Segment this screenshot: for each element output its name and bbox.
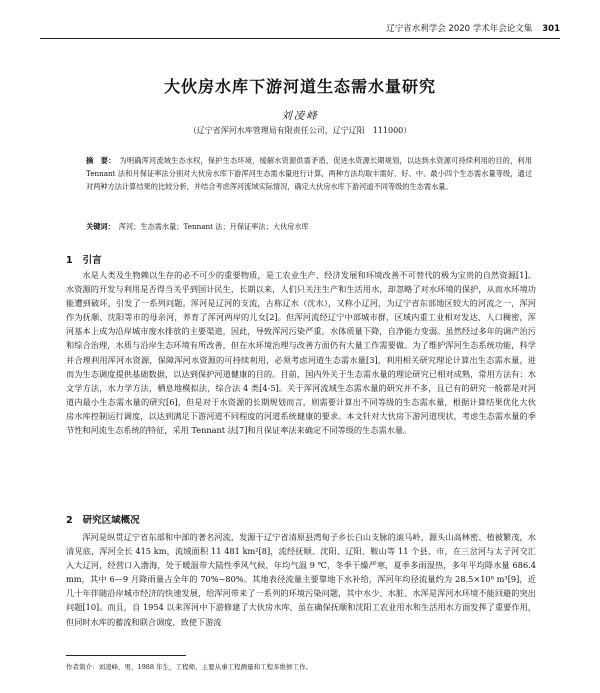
footnote-divider — [66, 655, 186, 656]
section-heading-introduction — [66, 252, 102, 266]
section-title: 研究区域概况 — [82, 515, 140, 526]
keywords — [86, 221, 532, 233]
author-affiliation: （辽宁省浑河水库管理局有限责任公司，辽宁辽阳 111000） — [188, 126, 412, 135]
running-header — [40, 22, 560, 39]
abstract-label: 摘 要： — [86, 156, 116, 165]
author-footnote: 作者简介：刘凌峰，男，1988 年生，工程师，主要从事工程测量和工程多维修工作。 — [66, 663, 313, 671]
abstract-text: 为明确浑河流域生态水权，保护生态环境，缓解水资源供需矛盾，促进水资源长期规划，以达到水资源可持续利用的目的，利用 Tennant 法和月保证率法分别对大伙房水库下游浑河生态需水量进行计算，两种方法均取丰需好、好、中、最小四个生态需水量等级，通过对两种方法计算结果的比较分析，并结合考虑浑河流域实际情况，确定大伙房水库下游河道不同等级的生态需水量。 — [86, 156, 532, 192]
study-area-paragraph: 浑河是纵贯辽宁省东部和中部的著名河流，发源于辽宁省清原县湾甸子乡长白山支脉的滚马岭，源头山高林密、植被繁茂，水清见底，浑河全长 415 km，流域面积 11 481 km²[8]，流经抚顺、沈阳、辽阳、鞍山等 11 个县、市，在三岔河与太子河交汇入大辽河，经营口入渤海，处于暖温带大陆性季风气候，年均气温 9 ℃，冬季干燥严寒，夏季多雨湿热，多年平均降水量 686.4 mm，其中 6—9 月降雨量占全年的 70%~80%。其地表径流量主要靠地下水补给，浑河年均径流量约为 28.5×10⁸ m³[9]，近几十年伴随沿岸城市经济的快速发展，给浑河带来了一系列的环境污染问题，其中水少、水脏、水浑是浑河水环境不能回避的突出问题[10]。而且，自 1954 以来浑河中下游修建了大伙房水库，虽在确保抚顺和沈阳工农业用水和生活用水方面发挥了重要作用，但同时水库的蓄流和联合调度，致使下游流 — [66, 532, 536, 627]
abstract — [86, 154, 532, 194]
section-title: 引言 — [82, 255, 102, 266]
keywords-label: 关键词： — [86, 222, 115, 231]
section-number: 1 — [66, 255, 73, 266]
journal-name: 辽宁省水利学会 2020 学术年会论文集 — [386, 24, 533, 34]
article-author: 刘凌峰 — [281, 110, 319, 122]
section-heading-study-area — [66, 512, 140, 526]
page-number: 301 — [542, 24, 560, 34]
section-number: 2 — [66, 515, 73, 526]
keywords-text: 浑河；生态需水量；Tennant 法；月保证率法；大伙房水库 — [118, 222, 309, 231]
article-title: 大伙房水库下游河道生态需水量研究 — [163, 77, 436, 96]
introduction-paragraph: 水是人类及生物赖以生存的必不可少的重要物质，是工农业生产、经济发展和环境改善不可替代的极为宝贵的自然资源[1]。水资源的开发与利用是否得当关乎到国计民生，长期以来，人们只关注生产和生活用水，却忽略了对水环境的保护，从而水环境功能遭到破坏，引发了一系列问题。浑河是辽河的支流，古称辽水（沈水），又称小辽河，为辽宁省东部地区较大的河流之一，浑河作为抚顺、沈阳等市的母亲河，养育了浑河两岸的儿女[2]。但浑河流经辽宁中部城市群，区域内重工业相对发达、人口稠密，浑河基本上成为沿岸城市废水排放的主要渠道，因此，导致浑河污染严重，水体质量下降，自净能力变弱。虽然经过多年的调产治污和综合治理，水质与沿岸生态环境有所改善，但在水环境治理与改善方面仍有大量工作需要做。为了维护浑河生态系统功能，科学并合理利用浑河水资源，保障浑河水资源的可持续利用，必须考虑河道生态需水量[3]，利用相关研究理论计算出生态需水量，进而为生态调度提供基础数据，以达到保护河道健康的目的。目前，国内外关于生态需水量的理论研究已相对成熟，常用方法有：水文学方法，水力学方法，栖息地模拟法，综合法 4 类[4-5]。关于浑河流域生态需水量的研究并不多，且已有的研究一般都是对河道内最小生态需水量的研究[6]，但是对于水资源的长期规划而言，则需要计算出不同等级的生态需水量，根据计算结果优化大伙房水库控制运行调度，以达到满足下游河道不同程度的河道系统健康的要求。本文针对大伙房下游河道现状，考虑生态需水量的季节性和河流生态系统的特征，采用 Tennant 法[7]和月保证率法来确定不同等级的生态需水量。 — [66, 270, 536, 436]
